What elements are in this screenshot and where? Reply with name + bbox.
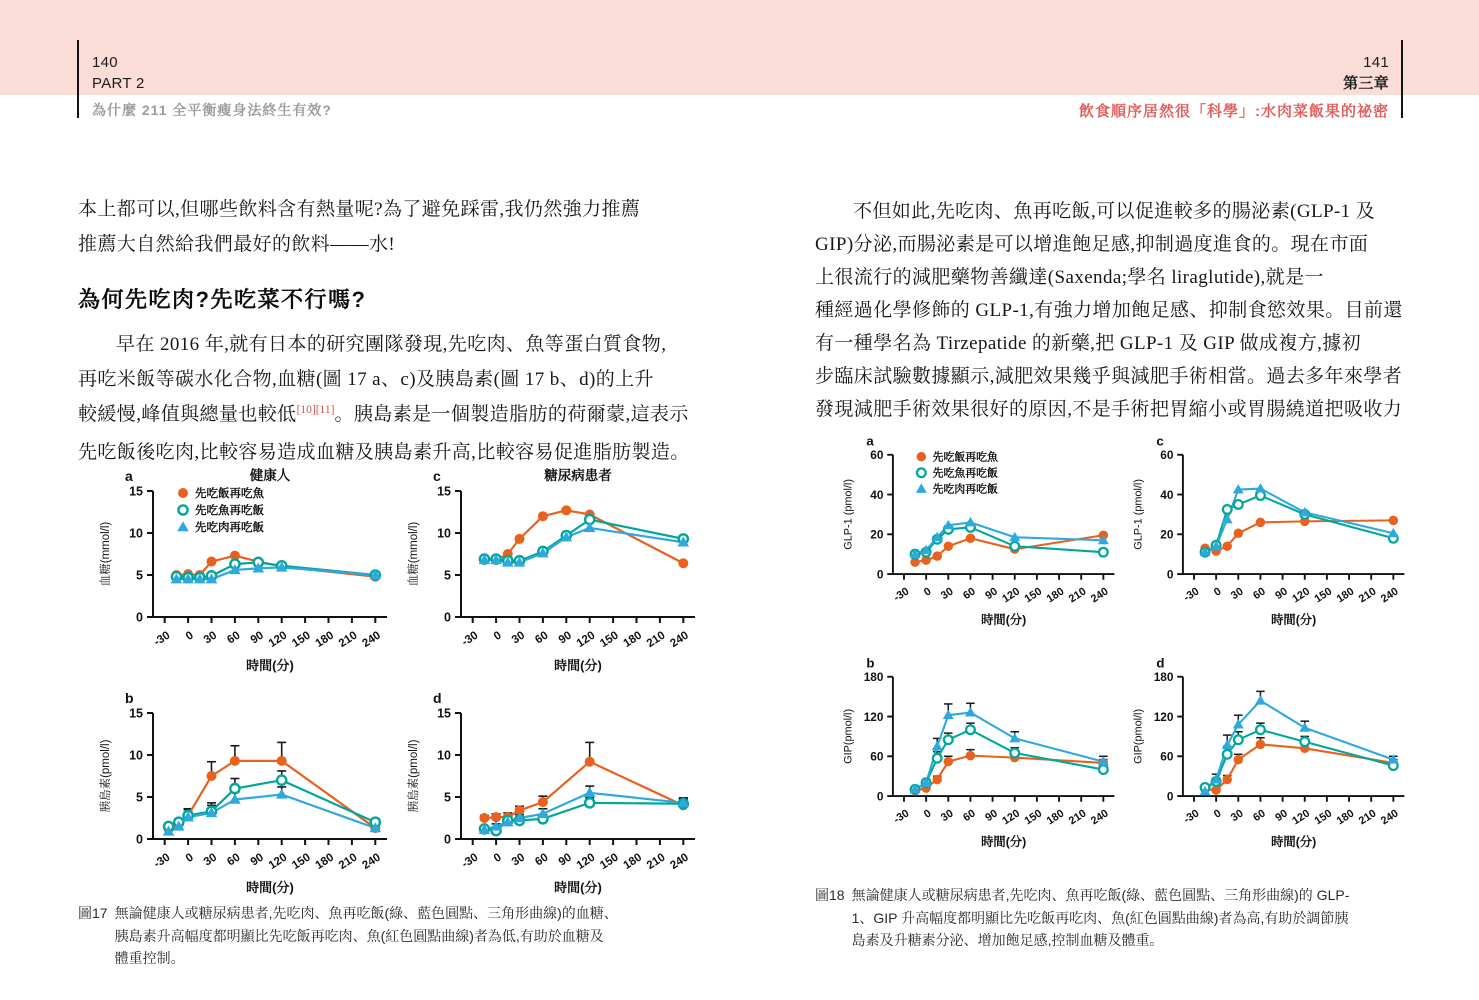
svg-text:d: d bbox=[433, 690, 442, 706]
svg-text:150: 150 bbox=[598, 851, 621, 872]
svg-text:b: b bbox=[866, 655, 875, 671]
svg-text:-30: -30 bbox=[151, 851, 173, 871]
figure-17 bbox=[85, 465, 710, 900]
svg-text:先吃飯再吃魚: 先吃飯再吃魚 bbox=[195, 488, 264, 500]
svg-text:時間(分): 時間(分) bbox=[554, 658, 602, 673]
svg-text:60: 60 bbox=[1160, 749, 1174, 764]
svg-text:180: 180 bbox=[1044, 807, 1067, 828]
body-text-segment: 較緩慢,峰值與總量也較低 bbox=[78, 404, 297, 425]
svg-text:0: 0 bbox=[136, 610, 143, 625]
svg-text:0: 0 bbox=[183, 629, 196, 644]
svg-text:0: 0 bbox=[491, 851, 504, 866]
body-text-line: 不但如此,先吃肉、魚再吃飯,可以促進較多的腸泌素(GLP-1 及 bbox=[853, 201, 1376, 222]
left-page-number: 140 bbox=[92, 54, 118, 71]
svg-text:240: 240 bbox=[1378, 585, 1401, 606]
svg-text:0: 0 bbox=[1166, 567, 1174, 582]
svg-text:GLP-1 (pmol/l): GLP-1 (pmol/l) bbox=[842, 479, 855, 550]
svg-text:0: 0 bbox=[491, 629, 504, 644]
svg-text:10: 10 bbox=[129, 748, 143, 763]
right-header-rule bbox=[1401, 40, 1403, 118]
svg-text:120: 120 bbox=[1000, 585, 1023, 606]
svg-text:240: 240 bbox=[1378, 807, 1401, 828]
svg-text:60: 60 bbox=[533, 851, 551, 869]
svg-text:時間(分): 時間(分) bbox=[1271, 613, 1317, 628]
svg-text:30: 30 bbox=[1228, 807, 1246, 825]
svg-text:210: 210 bbox=[336, 629, 360, 650]
svg-text:30: 30 bbox=[938, 807, 956, 825]
svg-text:-30: -30 bbox=[891, 585, 912, 605]
svg-text:120: 120 bbox=[574, 629, 598, 650]
svg-text:120: 120 bbox=[266, 629, 290, 650]
svg-text:150: 150 bbox=[1022, 585, 1045, 606]
svg-text:5: 5 bbox=[136, 568, 143, 583]
chart-gip-diabetic bbox=[1128, 652, 1412, 853]
svg-text:d: d bbox=[1156, 655, 1165, 671]
svg-text:90: 90 bbox=[1273, 585, 1290, 603]
svg-text:60: 60 bbox=[1251, 585, 1268, 603]
svg-text:20: 20 bbox=[870, 527, 884, 542]
caption-line: 體重控制。 bbox=[114, 950, 185, 966]
svg-text:180: 180 bbox=[621, 629, 645, 650]
caption-line: 島素及升糖素分泌、增加飽足感,控制血糖及體重。 bbox=[851, 932, 1164, 948]
svg-text:120: 120 bbox=[863, 709, 884, 724]
svg-text:60: 60 bbox=[533, 629, 551, 647]
svg-text:-30: -30 bbox=[459, 629, 481, 649]
svg-text:30: 30 bbox=[938, 585, 956, 603]
left-part-label: PART 2 bbox=[92, 75, 145, 92]
svg-text:-30: -30 bbox=[151, 629, 173, 649]
svg-text:180: 180 bbox=[621, 851, 645, 872]
svg-text:15: 15 bbox=[437, 484, 451, 499]
svg-text:0: 0 bbox=[921, 807, 934, 821]
svg-text:0: 0 bbox=[183, 851, 196, 866]
svg-text:180: 180 bbox=[1334, 585, 1357, 606]
svg-text:-30: -30 bbox=[1181, 585, 1202, 605]
svg-text:15: 15 bbox=[129, 484, 143, 499]
chart-gip-healthy bbox=[838, 652, 1122, 853]
svg-text:0: 0 bbox=[1211, 585, 1224, 599]
svg-text:-30: -30 bbox=[1181, 807, 1202, 827]
svg-text:血糖(mmol/l): 血糖(mmol/l) bbox=[100, 521, 112, 587]
svg-text:5: 5 bbox=[136, 790, 143, 805]
svg-text:150: 150 bbox=[290, 851, 313, 872]
svg-text:150: 150 bbox=[290, 629, 313, 650]
svg-text:胰島素(pmol/l): 胰島素(pmol/l) bbox=[100, 739, 112, 813]
svg-text:-30: -30 bbox=[459, 851, 481, 871]
svg-text:時間(分): 時間(分) bbox=[554, 880, 602, 895]
svg-text:GIP(pmol/l): GIP(pmol/l) bbox=[1132, 708, 1145, 764]
svg-text:210: 210 bbox=[644, 629, 668, 650]
svg-text:90: 90 bbox=[248, 629, 266, 647]
section-heading: 為何先吃肉?先吃菜不行嗎? bbox=[78, 287, 367, 312]
svg-text:先吃魚再吃飯: 先吃魚再吃飯 bbox=[932, 467, 998, 480]
svg-text:90: 90 bbox=[983, 585, 1000, 603]
left-header-block bbox=[92, 52, 145, 94]
svg-text:90: 90 bbox=[983, 807, 1000, 825]
body-text-line: 上很流行的減肥藥物善纖達(Saxenda;學名 liraglutide),就是一 bbox=[815, 267, 1324, 288]
svg-text:0: 0 bbox=[921, 585, 934, 599]
svg-text:40: 40 bbox=[870, 487, 884, 502]
svg-text:c: c bbox=[433, 468, 441, 484]
left-paragraph-1 bbox=[78, 192, 640, 262]
svg-text:10: 10 bbox=[129, 526, 143, 541]
svg-text:90: 90 bbox=[556, 851, 574, 869]
svg-text:120: 120 bbox=[1290, 585, 1313, 606]
caption-line: 無論健康人或糖尿病患者,先吃肉、魚再吃飯(綠、藍色圓點、三角形曲線)的血糖、 bbox=[114, 905, 618, 921]
svg-text:15: 15 bbox=[129, 706, 143, 721]
svg-text:-30: -30 bbox=[891, 807, 912, 827]
svg-text:30: 30 bbox=[201, 851, 220, 869]
right-page-number: 141 bbox=[1363, 54, 1389, 71]
svg-text:先吃飯再吃魚: 先吃飯再吃魚 bbox=[932, 451, 998, 464]
svg-text:210: 210 bbox=[1356, 585, 1379, 606]
svg-text:240: 240 bbox=[668, 851, 691, 872]
svg-text:90: 90 bbox=[248, 851, 266, 869]
left-header-rule bbox=[77, 40, 79, 118]
svg-text:180: 180 bbox=[863, 670, 884, 685]
svg-text:180: 180 bbox=[313, 629, 337, 650]
svg-text:150: 150 bbox=[1312, 807, 1335, 828]
right-header-block bbox=[1343, 52, 1389, 94]
body-text-line: 本上都可以,但哪些飲料含有熱量呢?為了避免踩雷,我仍然強力推薦 bbox=[78, 199, 641, 220]
svg-text:60: 60 bbox=[1160, 448, 1174, 463]
svg-text:120: 120 bbox=[1000, 807, 1023, 828]
svg-text:120: 120 bbox=[1153, 709, 1174, 724]
svg-text:健康人: 健康人 bbox=[249, 468, 291, 483]
svg-text:210: 210 bbox=[1356, 807, 1379, 828]
svg-text:10: 10 bbox=[437, 748, 451, 763]
svg-text:120: 120 bbox=[266, 851, 290, 872]
svg-text:先吃肉再吃飯: 先吃肉再吃飯 bbox=[932, 483, 998, 496]
svg-text:240: 240 bbox=[1088, 807, 1111, 828]
caption-line: 無論健康人或糖尿病患者,先吃肉、魚再吃飯(綠、藍色圓點、三角形曲線)的 GLP- bbox=[851, 887, 1350, 903]
svg-text:30: 30 bbox=[509, 629, 528, 647]
svg-text:90: 90 bbox=[556, 629, 574, 647]
header-band bbox=[0, 0, 1479, 95]
svg-text:5: 5 bbox=[444, 568, 451, 583]
svg-text:60: 60 bbox=[225, 629, 243, 647]
svg-text:40: 40 bbox=[1160, 487, 1174, 502]
svg-text:b: b bbox=[125, 690, 134, 706]
svg-text:a: a bbox=[866, 433, 874, 449]
caption-text bbox=[115, 902, 618, 970]
caption-line: 1、GIP 升高幅度都明顯比先吃飯再吃肉、魚(紅色圓點曲線)者為高,有助於調節胰 bbox=[851, 909, 1349, 926]
chart-glucose-diabetic bbox=[403, 465, 703, 677]
svg-text:10: 10 bbox=[437, 526, 451, 541]
svg-text:240: 240 bbox=[360, 851, 383, 872]
body-text-segment: 。胰島素是一個製造脂肪的荷爾蒙,這表示 bbox=[334, 404, 689, 425]
caption-text bbox=[852, 884, 1350, 952]
chart-glp1-healthy bbox=[838, 430, 1122, 631]
svg-text:GIP(pmol/l): GIP(pmol/l) bbox=[842, 708, 855, 764]
svg-text:60: 60 bbox=[225, 851, 243, 869]
svg-text:60: 60 bbox=[870, 448, 884, 463]
body-text-line: GIP)分泌,而腸泌素是可以增進飽足感,抑制過度進食的。現在市面 bbox=[815, 234, 1369, 255]
chart-glucose-healthy bbox=[95, 465, 395, 677]
svg-text:60: 60 bbox=[961, 585, 978, 603]
svg-text:0: 0 bbox=[876, 789, 884, 804]
svg-text:時間(分): 時間(分) bbox=[246, 658, 294, 673]
svg-text:5: 5 bbox=[444, 790, 451, 805]
svg-text:30: 30 bbox=[201, 629, 220, 647]
left-paragraph-2 bbox=[78, 327, 690, 470]
figure-18 bbox=[824, 420, 1424, 870]
body-text-line: 再吃米飯等碳水化合物,血糖(圖 17 a、c)及胰島素(圖 17 b、d)的上升 bbox=[78, 369, 654, 390]
svg-text:0: 0 bbox=[444, 832, 451, 847]
svg-text:0: 0 bbox=[1166, 789, 1174, 804]
svg-text:180: 180 bbox=[1334, 807, 1357, 828]
svg-text:20: 20 bbox=[1160, 527, 1174, 542]
body-text-line: 步臨床試驗數據顯示,減肥效果幾乎與減肥手術相當。過去多年來學者 bbox=[815, 366, 1403, 387]
body-text-line: 推薦大自然給我們最好的飲料——水! bbox=[78, 234, 396, 255]
svg-text:210: 210 bbox=[336, 851, 360, 872]
svg-text:15: 15 bbox=[437, 706, 451, 721]
svg-text:60: 60 bbox=[870, 749, 884, 764]
figure-17-caption bbox=[78, 902, 723, 970]
svg-text:60: 60 bbox=[961, 807, 978, 825]
svg-text:GLP-1 (pmol/l): GLP-1 (pmol/l) bbox=[1132, 479, 1145, 550]
svg-text:90: 90 bbox=[1273, 807, 1290, 825]
svg-text:0: 0 bbox=[444, 610, 451, 625]
svg-text:210: 210 bbox=[1066, 807, 1089, 828]
right-chapter-label: 第三章 bbox=[1343, 75, 1389, 92]
svg-text:240: 240 bbox=[668, 629, 691, 650]
svg-text:240: 240 bbox=[1088, 585, 1111, 606]
svg-text:時間(分): 時間(分) bbox=[981, 613, 1027, 628]
svg-text:時間(分): 時間(分) bbox=[246, 880, 294, 895]
svg-text:時間(分): 時間(分) bbox=[1271, 835, 1317, 850]
svg-text:210: 210 bbox=[644, 851, 668, 872]
reference-superscript: [10][11] bbox=[296, 404, 335, 416]
svg-text:180: 180 bbox=[313, 851, 337, 872]
chart-insulin-healthy bbox=[95, 687, 395, 899]
svg-text:180: 180 bbox=[1153, 670, 1174, 685]
caption-line: 胰島素升高幅度都明顯比先吃飯再吃肉、魚(紅色圓點曲線)者為低,有助於血糖及 bbox=[114, 927, 604, 944]
body-text-line: 有一種學名為 Tirzepatide 的新藥,把 GLP-1 及 GIP 做成複方,據初 bbox=[815, 333, 1362, 354]
figure-18-caption bbox=[815, 884, 1430, 952]
right-paragraph bbox=[815, 195, 1403, 426]
svg-text:0: 0 bbox=[1211, 807, 1224, 821]
svg-text:240: 240 bbox=[360, 629, 383, 650]
svg-text:150: 150 bbox=[1312, 585, 1335, 606]
svg-text:先吃肉再吃飯: 先吃肉再吃飯 bbox=[195, 522, 264, 534]
svg-text:0: 0 bbox=[876, 567, 884, 582]
svg-text:30: 30 bbox=[509, 851, 528, 869]
caption-label: 圖17 bbox=[78, 905, 108, 921]
body-text-line: 種經過化學修飾的 GLP-1,有強力增加飽足感、抑制食慾效果。目前還 bbox=[815, 300, 1403, 321]
body-text-line: 先吃飯後吃肉,比較容易造成血糖及胰島素升高,比較容易促進脂肪製造。 bbox=[78, 442, 690, 463]
svg-text:120: 120 bbox=[1290, 807, 1313, 828]
chart-insulin-diabetic bbox=[403, 687, 703, 899]
svg-text:120: 120 bbox=[574, 851, 598, 872]
body-text-line: 早在 2016 年,就有日本的研究團隊發現,先吃肉、魚等蛋白質食物, bbox=[116, 334, 667, 355]
svg-text:血糖(mmol/l): 血糖(mmol/l) bbox=[408, 521, 420, 587]
svg-text:胰島素(pmol/l): 胰島素(pmol/l) bbox=[408, 739, 420, 813]
svg-text:180: 180 bbox=[1044, 585, 1067, 606]
caption-label: 圖18 bbox=[815, 887, 845, 903]
svg-text:30: 30 bbox=[1228, 585, 1246, 603]
svg-text:a: a bbox=[125, 468, 133, 484]
svg-text:糖尿病患者: 糖尿病患者 bbox=[544, 468, 612, 483]
svg-text:210: 210 bbox=[1066, 585, 1089, 606]
svg-text:時間(分): 時間(分) bbox=[981, 835, 1027, 850]
chart-glp1-diabetic bbox=[1128, 430, 1412, 631]
svg-text:150: 150 bbox=[1022, 807, 1045, 828]
svg-text:c: c bbox=[1156, 433, 1164, 449]
body-text-line bbox=[78, 397, 690, 435]
left-running-title: 為什麼 211 全平衡瘦身法終生有效? bbox=[92, 102, 332, 118]
svg-text:150: 150 bbox=[598, 629, 621, 650]
right-running-title: 飲食順序居然很「科學」:水肉菜飯果的祕密 bbox=[1079, 103, 1389, 120]
svg-text:先吃魚再吃飯: 先吃魚再吃飯 bbox=[195, 505, 264, 517]
svg-text:0: 0 bbox=[136, 832, 143, 847]
body-text-line: 發現減肥手術效果很好的原因,不是手術把胃縮小或胃腸繞道把吸收力 bbox=[815, 399, 1403, 420]
svg-text:60: 60 bbox=[1251, 807, 1268, 825]
